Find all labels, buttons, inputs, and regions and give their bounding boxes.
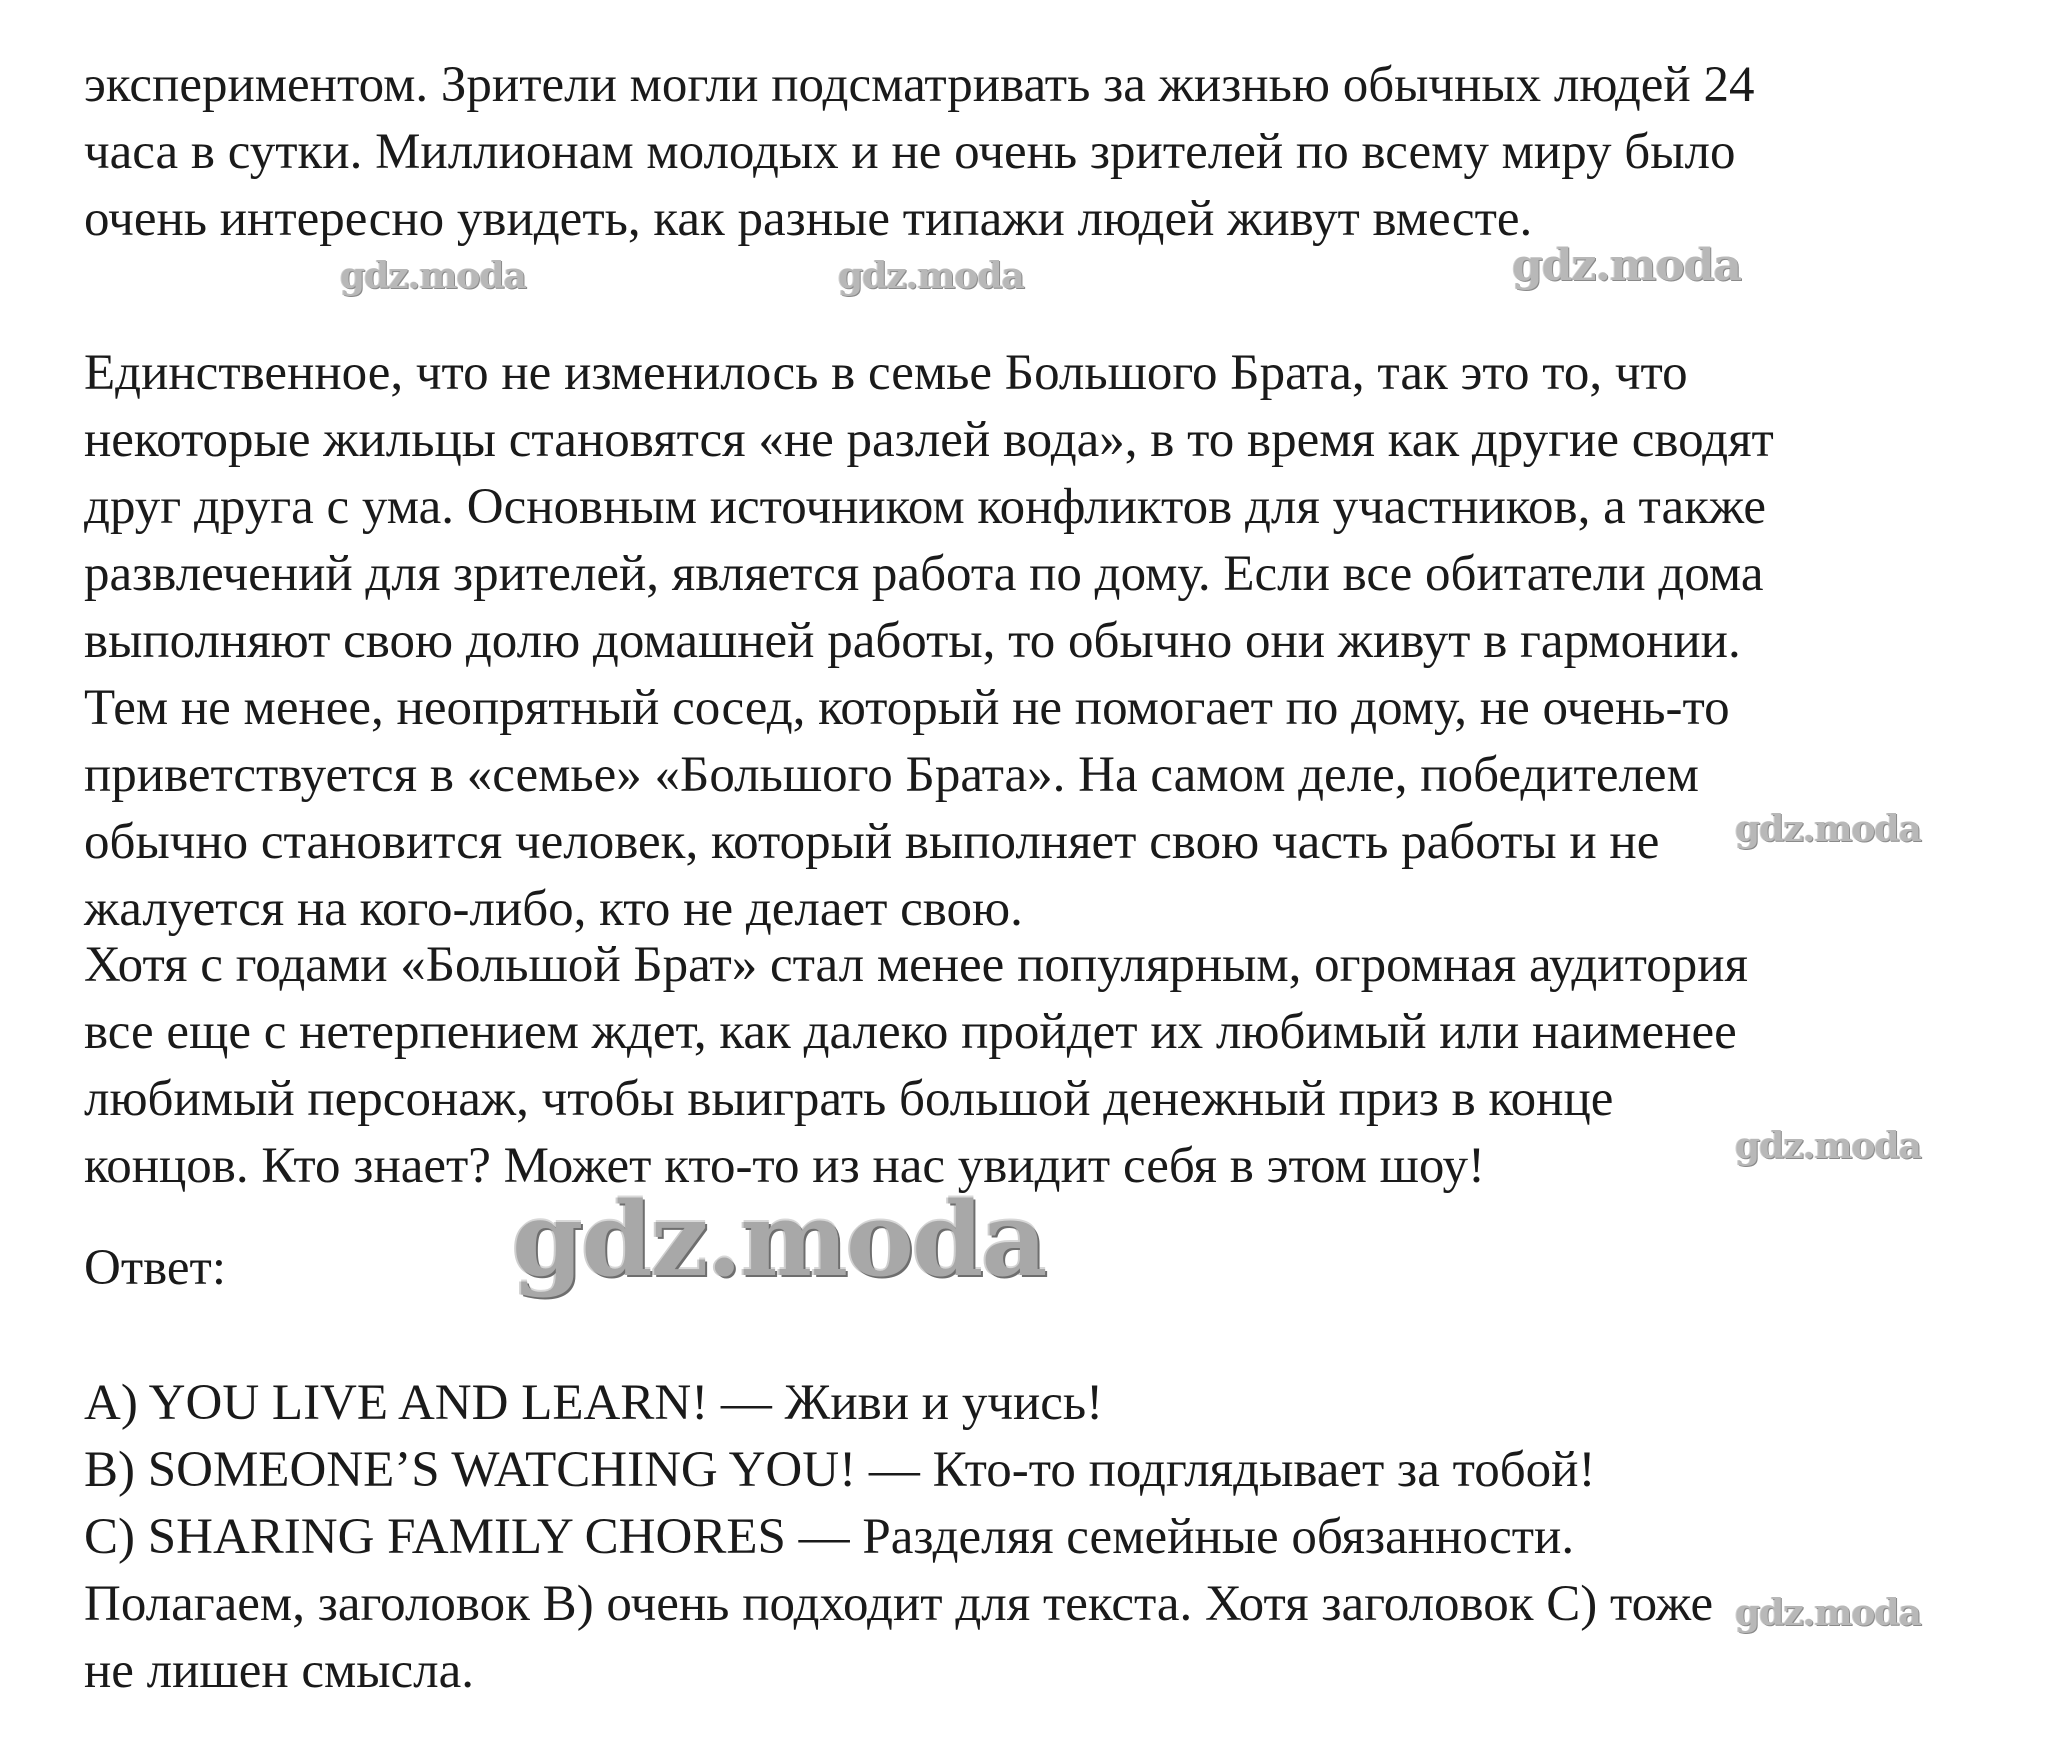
watermark-logo: gdz.moda — [1735, 1592, 1921, 1634]
paragraph-popularity: Хотя с годами «Большой Брат» стал менее популярным, огромная аудитория все еще с нетерпением ждет, как далеко пройдет их любимый или наименее любимый персонаж, чтобы выиграть большой денежный приз в конце концов. Кто знает? Может кто-то из нас увидит себя в этом шоу! — [84, 937, 1748, 1194]
watermark-logo: gdz.moda — [1512, 240, 1742, 291]
answer-label: Ответ: — [84, 1240, 226, 1296]
paragraph-answer: A) YOU LIVE AND LEARN! — Живи и учись! B) SOMEONE’S WATCHING YOU! — Кто-то подглядывает за тобой! C) SHARING FAMILY CHORES — Разделяя семейные обязанности. Полагаем, заголовок B) очень подходит для текста. Хотя заголовок C) тоже не лишен смысла. — [84, 1375, 1714, 1699]
watermark-logo: gdz.moda — [1735, 808, 1921, 850]
paragraph-intro: экспериментом. Зрители могли подсматривать за жизнью обычных людей 24 часа в сутки. Миллионам молодых и не очень зрителей по всему миру было очень интересно увидеть, как разные типажи людей живут вместе. — [84, 57, 1755, 247]
watermark-logo: gdz.moda — [340, 255, 526, 297]
watermark-logo: gdz.moda — [838, 255, 1024, 297]
paragraph-house-chores: Единственное, что не изменилось в семье Большого Брата, так это то, что некоторые жильцы становятся «не разлей вода», в то время как другие сводят друг друга с ума. Основным источником конфликтов для участников, а также развлечений для зрителей, является работа по дому. Если все обитатели дома выполняют свою долю домашней работы, то обычно они живут в гармонии. Тем не менее, неопрятный сосед, который не помогает по дому, не очень-то приветствуется в «семье» «Большого Брата». На самом деле, победителем обычно становится человек, который выполняет свою часть работы и не жалуется на кого-либо, кто не делает свою. — [84, 345, 1774, 937]
watermark-logo-large: gdz.moda — [512, 1180, 1046, 1300]
watermark-logo: gdz.moda — [1735, 1125, 1921, 1167]
